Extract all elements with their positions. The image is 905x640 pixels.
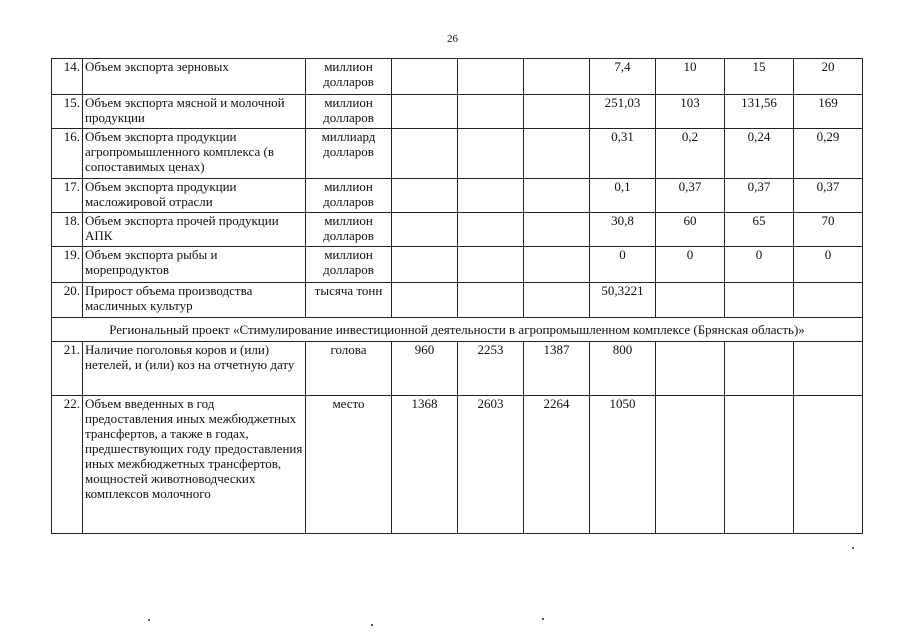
value-cell: 1387: [524, 342, 590, 396]
value-cell: [458, 247, 524, 283]
table-row: [52, 95, 863, 129]
unit-of-measure: тысяча тонн: [306, 283, 392, 318]
table-row: [52, 283, 863, 318]
value-cell: [392, 129, 458, 179]
value-cell: [524, 213, 590, 247]
value-cell: [392, 247, 458, 283]
value-cell: [392, 283, 458, 318]
indicator-name: Прирост объема производства масличных культур: [83, 283, 306, 318]
scan-speck: [148, 619, 150, 621]
value-cell: [458, 59, 524, 95]
row-number: 21.: [52, 342, 83, 396]
row-number: 14.: [52, 59, 83, 95]
value-cell: [392, 95, 458, 129]
unit-of-measure: голова: [306, 342, 392, 396]
value-cell: [794, 396, 863, 534]
value-cell: 0,24: [725, 129, 794, 179]
row-number: 16.: [52, 129, 83, 179]
row-number: 15.: [52, 95, 83, 129]
row-number: 19.: [52, 247, 83, 283]
value-cell: 0: [656, 247, 725, 283]
unit-of-measure: миллион долларов: [306, 59, 392, 95]
value-cell: [458, 213, 524, 247]
indicator-name: Объем введенных в год предоставления иных межбюджетных трансфертов, а также в годах, предшествующих году предоставления иных межбюджетных трансфертов, мощностей животноводческих комплексов молочного: [83, 396, 306, 534]
value-cell: [392, 179, 458, 213]
indicator-name: Наличие поголовья коров и (или) нетелей, и (или) коз на отчетную дату: [83, 342, 306, 396]
value-cell: [794, 342, 863, 396]
value-cell: 0: [794, 247, 863, 283]
value-cell: 0,37: [725, 179, 794, 213]
section-title: Региональный проект «Стимулирование инвестиционной деятельности в агропромышленном комплексе (Брянская область)»: [52, 318, 863, 342]
page-number: 26: [447, 33, 458, 45]
value-cell: 251,03: [590, 95, 656, 129]
value-cell: [656, 342, 725, 396]
indicator-name: Объем экспорта рыбы и морепродуктов: [83, 247, 306, 283]
value-cell: 0,37: [656, 179, 725, 213]
value-cell: 0,1: [590, 179, 656, 213]
value-cell: [392, 59, 458, 95]
table-section: [52, 318, 863, 342]
value-cell: 800: [590, 342, 656, 396]
unit-of-measure: миллион долларов: [306, 213, 392, 247]
unit-of-measure: миллиард долларов: [306, 129, 392, 179]
section-row: [52, 318, 863, 342]
scan-speck: [852, 547, 854, 549]
value-cell: [458, 95, 524, 129]
value-cell: 0: [725, 247, 794, 283]
value-cell: 0,2: [656, 129, 725, 179]
value-cell: [794, 283, 863, 318]
indicator-name: Объем экспорта мясной и молочной продукции: [83, 95, 306, 129]
indicator-name: Объем экспорта зерновых: [83, 59, 306, 95]
table-row: [52, 247, 863, 283]
value-cell: 131,56: [725, 95, 794, 129]
value-cell: [524, 95, 590, 129]
indicator-name: Объем экспорта продукции масложировой отрасли: [83, 179, 306, 213]
value-cell: 7,4: [590, 59, 656, 95]
table-row: [52, 179, 863, 213]
value-cell: [725, 342, 794, 396]
value-cell: [524, 129, 590, 179]
table-row: [52, 342, 863, 396]
value-cell: 10: [656, 59, 725, 95]
value-cell: [725, 283, 794, 318]
indicator-name: Объем экспорта продукции агропромышленного комплекса (в сопоставимых ценах): [83, 129, 306, 179]
value-cell: 0,37: [794, 179, 863, 213]
value-cell: 0: [590, 247, 656, 283]
table-body-regional: [52, 342, 863, 534]
table-row: [52, 213, 863, 247]
value-cell: [458, 179, 524, 213]
row-number: 18.: [52, 213, 83, 247]
value-cell: [656, 396, 725, 534]
value-cell: 960: [392, 342, 458, 396]
value-cell: 169: [794, 95, 863, 129]
value-cell: 103: [656, 95, 725, 129]
value-cell: [524, 59, 590, 95]
value-cell: 70: [794, 213, 863, 247]
unit-of-measure: миллион долларов: [306, 247, 392, 283]
value-cell: 15: [725, 59, 794, 95]
value-cell: 1368: [392, 396, 458, 534]
unit-of-measure: место: [306, 396, 392, 534]
value-cell: 20: [794, 59, 863, 95]
value-cell: 65: [725, 213, 794, 247]
value-cell: 60: [656, 213, 725, 247]
value-cell: 0,29: [794, 129, 863, 179]
row-number: 20.: [52, 283, 83, 318]
value-cell: [524, 283, 590, 318]
value-cell: 30,8: [590, 213, 656, 247]
table-row: [52, 59, 863, 95]
value-cell: [458, 129, 524, 179]
value-cell: [458, 283, 524, 318]
indicators-table: [51, 58, 863, 534]
table-row: [52, 129, 863, 179]
value-cell: 50,3221: [590, 283, 656, 318]
unit-of-measure: миллион долларов: [306, 95, 392, 129]
value-cell: [656, 283, 725, 318]
scan-speck: [371, 624, 373, 626]
scan-speck: [542, 618, 544, 620]
value-cell: [524, 179, 590, 213]
value-cell: 2264: [524, 396, 590, 534]
value-cell: [725, 396, 794, 534]
table-body-export: [52, 59, 863, 318]
value-cell: 0,31: [590, 129, 656, 179]
row-number: 22.: [52, 396, 83, 534]
value-cell: [392, 213, 458, 247]
row-number: 17.: [52, 179, 83, 213]
indicator-name: Объем экспорта прочей продукции АПК: [83, 213, 306, 247]
table-row: [52, 396, 863, 534]
unit-of-measure: миллион долларов: [306, 179, 392, 213]
value-cell: 1050: [590, 396, 656, 534]
value-cell: 2253: [458, 342, 524, 396]
value-cell: [524, 247, 590, 283]
value-cell: 2603: [458, 396, 524, 534]
